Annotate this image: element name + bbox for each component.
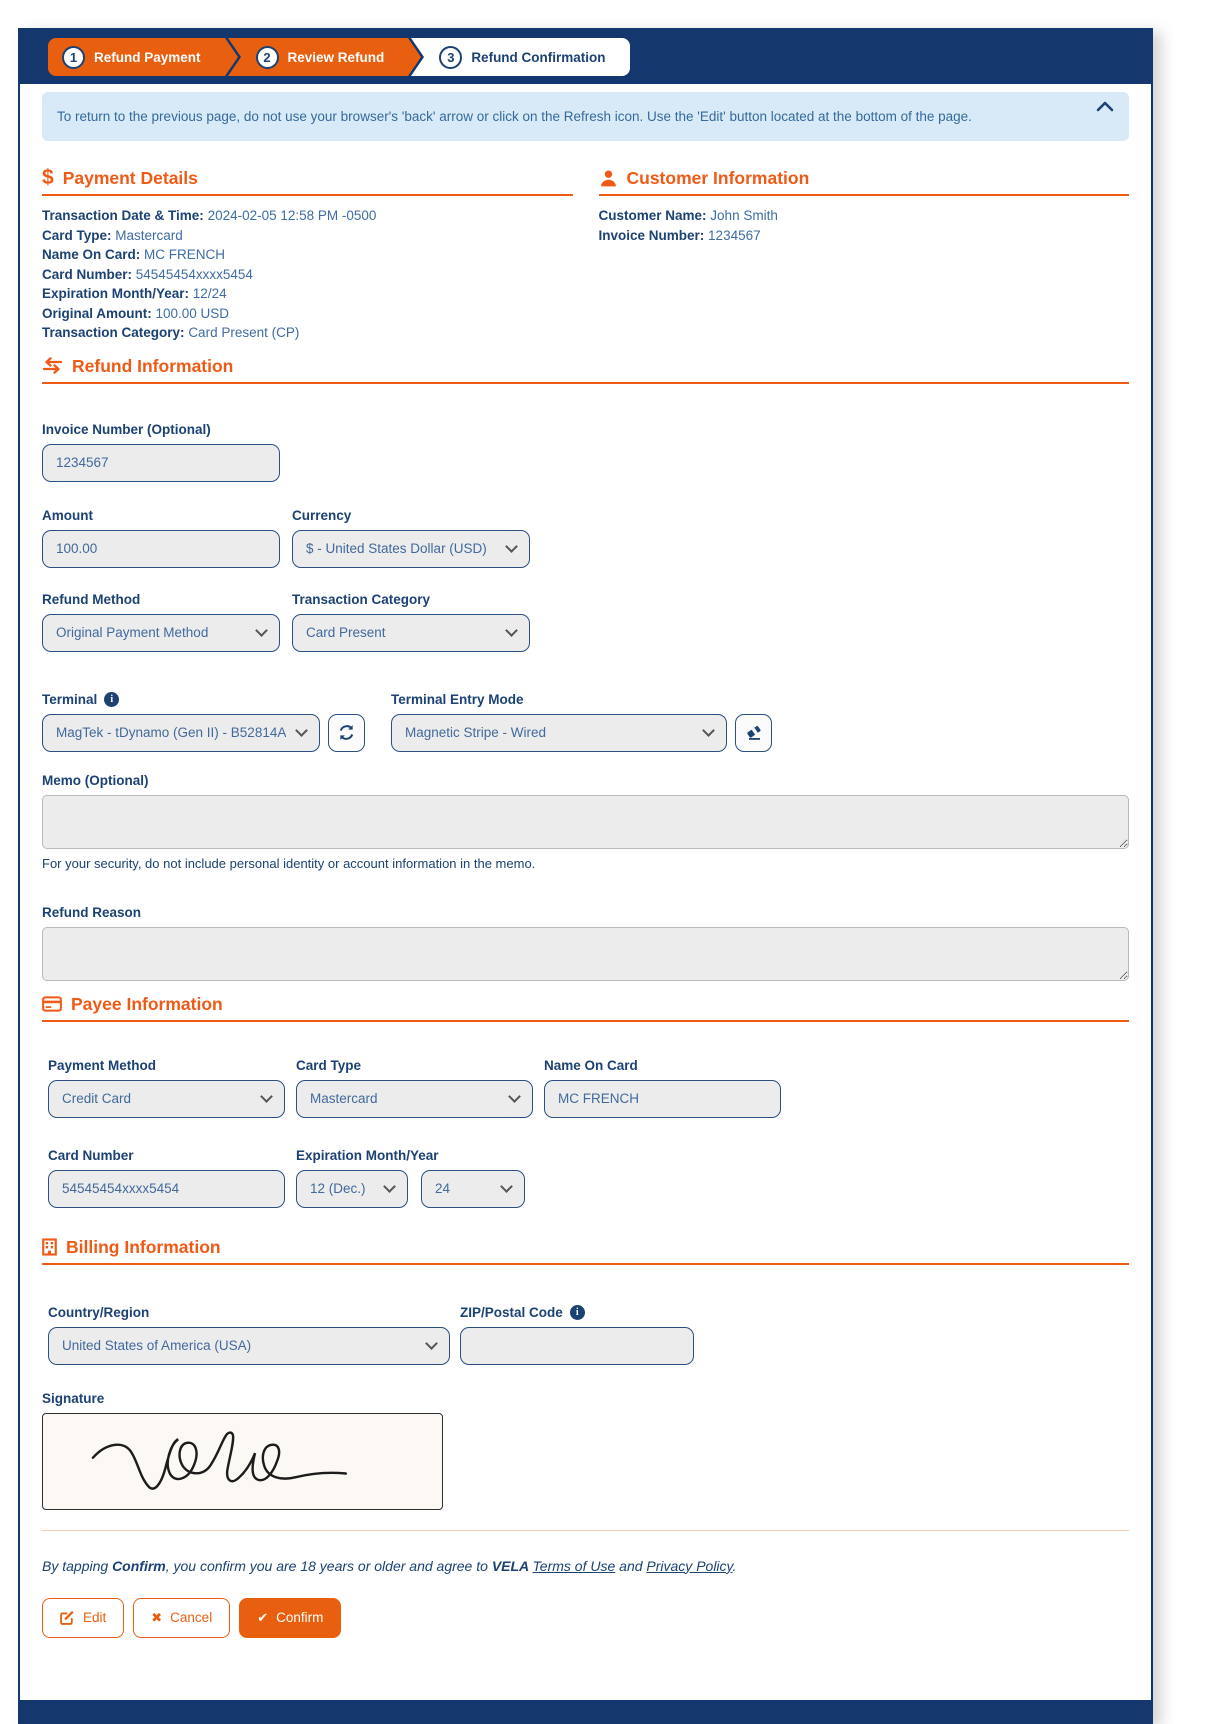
agreement-text: By tapping Confirm, you confirm you are 18 years or older and agree to VELA Terms of Use and Privacy Policy. [42, 1557, 737, 1574]
footer-bar [20, 1700, 1151, 1722]
terminal-label: Terminal i [42, 692, 365, 707]
step-number-badge: 1 [62, 46, 85, 69]
billing-information-title: Billing Information [42, 1236, 1129, 1258]
dollar-icon: $ [42, 166, 54, 190]
x-icon: ✖ [151, 1610, 163, 1626]
chevron-down-icon [508, 1090, 521, 1103]
info-banner-text: To return to the previous page, do not use your browser's 'back' arrow or click on the Refresh icon. Use the 'Edit' button located at the bottom of the page. [57, 109, 972, 124]
step-number-badge: 2 [256, 46, 279, 69]
stepper [20, 30, 1151, 84]
kv-transaction-date: Transaction Date & Time: 2024-02-05 12:58 PM -0500 [42, 208, 377, 224]
kv-card-type: Card Type: Mastercard [42, 227, 183, 243]
refund-method-select[interactable]: Original Payment Method [42, 614, 280, 652]
refund-reason-textarea[interactable] [42, 927, 1129, 981]
section-divider [599, 194, 1130, 196]
expiration-year-select[interactable]: 24 [421, 1170, 525, 1208]
stepper-step-review-refund[interactable] [228, 38, 409, 76]
payment-method-label: Payment Method [48, 1057, 157, 1073]
footer-divider [42, 1530, 1129, 1531]
terminal-select[interactable]: MagTek - tDynamo (Gen II) - B52814A [42, 714, 320, 752]
zip-postal-code-input[interactable] [460, 1327, 694, 1365]
payment-method-select[interactable]: Credit Card [48, 1080, 285, 1118]
chevron-down-icon [702, 724, 715, 737]
memo-label: Memo (Optional) [42, 772, 149, 788]
country-region-label: Country/Region [48, 1304, 150, 1320]
customer-information-title: Customer Information [599, 167, 1130, 189]
refresh-terminals-button[interactable] [328, 714, 365, 752]
edit-button[interactable]: Edit [42, 1598, 124, 1638]
chevron-down-icon [295, 724, 308, 737]
privacy-policy-link[interactable]: Privacy Policy [646, 1557, 733, 1574]
info-banner [42, 92, 1129, 141]
person-icon [599, 169, 618, 188]
currency-label: Currency [292, 507, 352, 523]
refresh-icon [338, 724, 355, 741]
payee-information-section [42, 993, 1129, 1208]
kv-transaction-category: Transaction Category: Card Present (CP) [42, 325, 300, 341]
card-type-select[interactable]: Mastercard [296, 1080, 533, 1118]
kv-customer-name: Customer Name: John Smith [598, 208, 778, 224]
eraser-icon [745, 724, 763, 741]
chevron-down-icon [383, 1180, 396, 1193]
chevron-down-icon [255, 624, 268, 637]
stepper-step-refund-payment[interactable] [48, 38, 225, 76]
payment-details-title: $ Payment Details [42, 166, 198, 190]
terminal-entry-mode-label: Terminal Entry Mode [391, 691, 524, 707]
credit-card-icon [42, 996, 62, 1012]
memo-helper-text: For your security, do not include personal identity or account information in the memo. [42, 855, 536, 871]
signature-label: Signature [42, 1390, 105, 1406]
customer-information-section [599, 167, 1130, 343]
transaction-category-select[interactable]: Card Present [292, 614, 530, 652]
action-buttons [42, 1598, 1129, 1638]
refund-reason-label: Refund Reason [42, 904, 142, 920]
refund-review-card [18, 28, 1153, 1724]
refund-information-section [42, 355, 1129, 981]
step-number-badge: 3 [439, 46, 462, 69]
section-divider [42, 1263, 1129, 1265]
stepper-step-refund-confirmation[interactable] [411, 38, 629, 76]
terms-of-use-link[interactable]: Terms of Use [532, 1557, 616, 1574]
cancel-button[interactable]: ✖ Cancel [133, 1598, 230, 1638]
name-on-card-input[interactable] [544, 1080, 781, 1118]
chevron-down-icon [425, 1337, 438, 1350]
expiration-month-select[interactable]: 12 (Dec.) [296, 1170, 408, 1208]
payee-card-number-label: Card Number [48, 1147, 134, 1163]
step-label: Refund Payment [94, 49, 201, 65]
signature-box [42, 1413, 443, 1510]
chevron-up-icon[interactable] [1096, 101, 1114, 112]
memo-textarea[interactable] [42, 795, 1129, 849]
kv-name-on-card: Name On Card: MC FRENCH [42, 247, 226, 263]
name-on-card-label: Name On Card [544, 1057, 638, 1073]
country-region-select[interactable]: United States of America (USA) [48, 1327, 450, 1365]
billing-information-section [42, 1236, 1129, 1510]
terminal-info-icon[interactable]: i [104, 692, 119, 707]
transaction-category-label: Transaction Category [292, 591, 431, 607]
section-divider [42, 382, 1129, 384]
card-type-label: Card Type [296, 1057, 362, 1073]
confirm-button[interactable]: ✔ Confirm [239, 1598, 341, 1638]
kv-card-number: Card Number: 54545454xxxx5454 [42, 266, 253, 282]
invoice-number-input[interactable] [42, 444, 280, 482]
invoice-number-label: Invoice Number (Optional) [42, 421, 211, 437]
currency-select[interactable]: $ - United States Dollar (USD) [292, 530, 530, 568]
chevron-down-icon [505, 540, 518, 553]
chevron-down-icon [505, 624, 518, 637]
section-divider [42, 1020, 1129, 1022]
edit-pencil-icon [60, 1610, 75, 1625]
refund-method-label: Refund Method [42, 591, 141, 607]
signature-image [63, 1417, 423, 1505]
kv-original-amount: Original Amount: 100.00 USD [42, 305, 230, 321]
amount-input[interactable] [42, 530, 280, 568]
kv-expiration: Expiration Month/Year: 12/24 [42, 286, 227, 302]
refund-arrows-icon [42, 357, 63, 374]
zip-postal-code-label: ZIP/Postal Code i [460, 1305, 694, 1320]
amount-label: Amount [42, 507, 93, 523]
zip-info-icon[interactable]: i [570, 1305, 585, 1320]
refund-information-title: Refund Information [42, 355, 1129, 377]
section-divider [42, 194, 573, 196]
chevron-down-icon [500, 1180, 513, 1193]
payee-card-number-input[interactable] [48, 1170, 285, 1208]
building-icon [42, 1238, 57, 1256]
expiration-label: Expiration Month/Year [296, 1147, 439, 1163]
payee-information-title: Payee Information [42, 993, 1129, 1015]
step-label: Review Refund [287, 49, 385, 65]
check-icon: ✔ [257, 1610, 269, 1626]
payment-details-section [42, 167, 573, 343]
terminal-entry-mode-select[interactable]: Magnetic Stripe - Wired [391, 714, 727, 752]
kv-invoice-number: Invoice Number: 1234567 [598, 227, 761, 243]
clear-entry-mode-button[interactable] [735, 714, 772, 752]
chevron-down-icon [260, 1090, 273, 1103]
step-label: Refund Confirmation [471, 49, 606, 65]
